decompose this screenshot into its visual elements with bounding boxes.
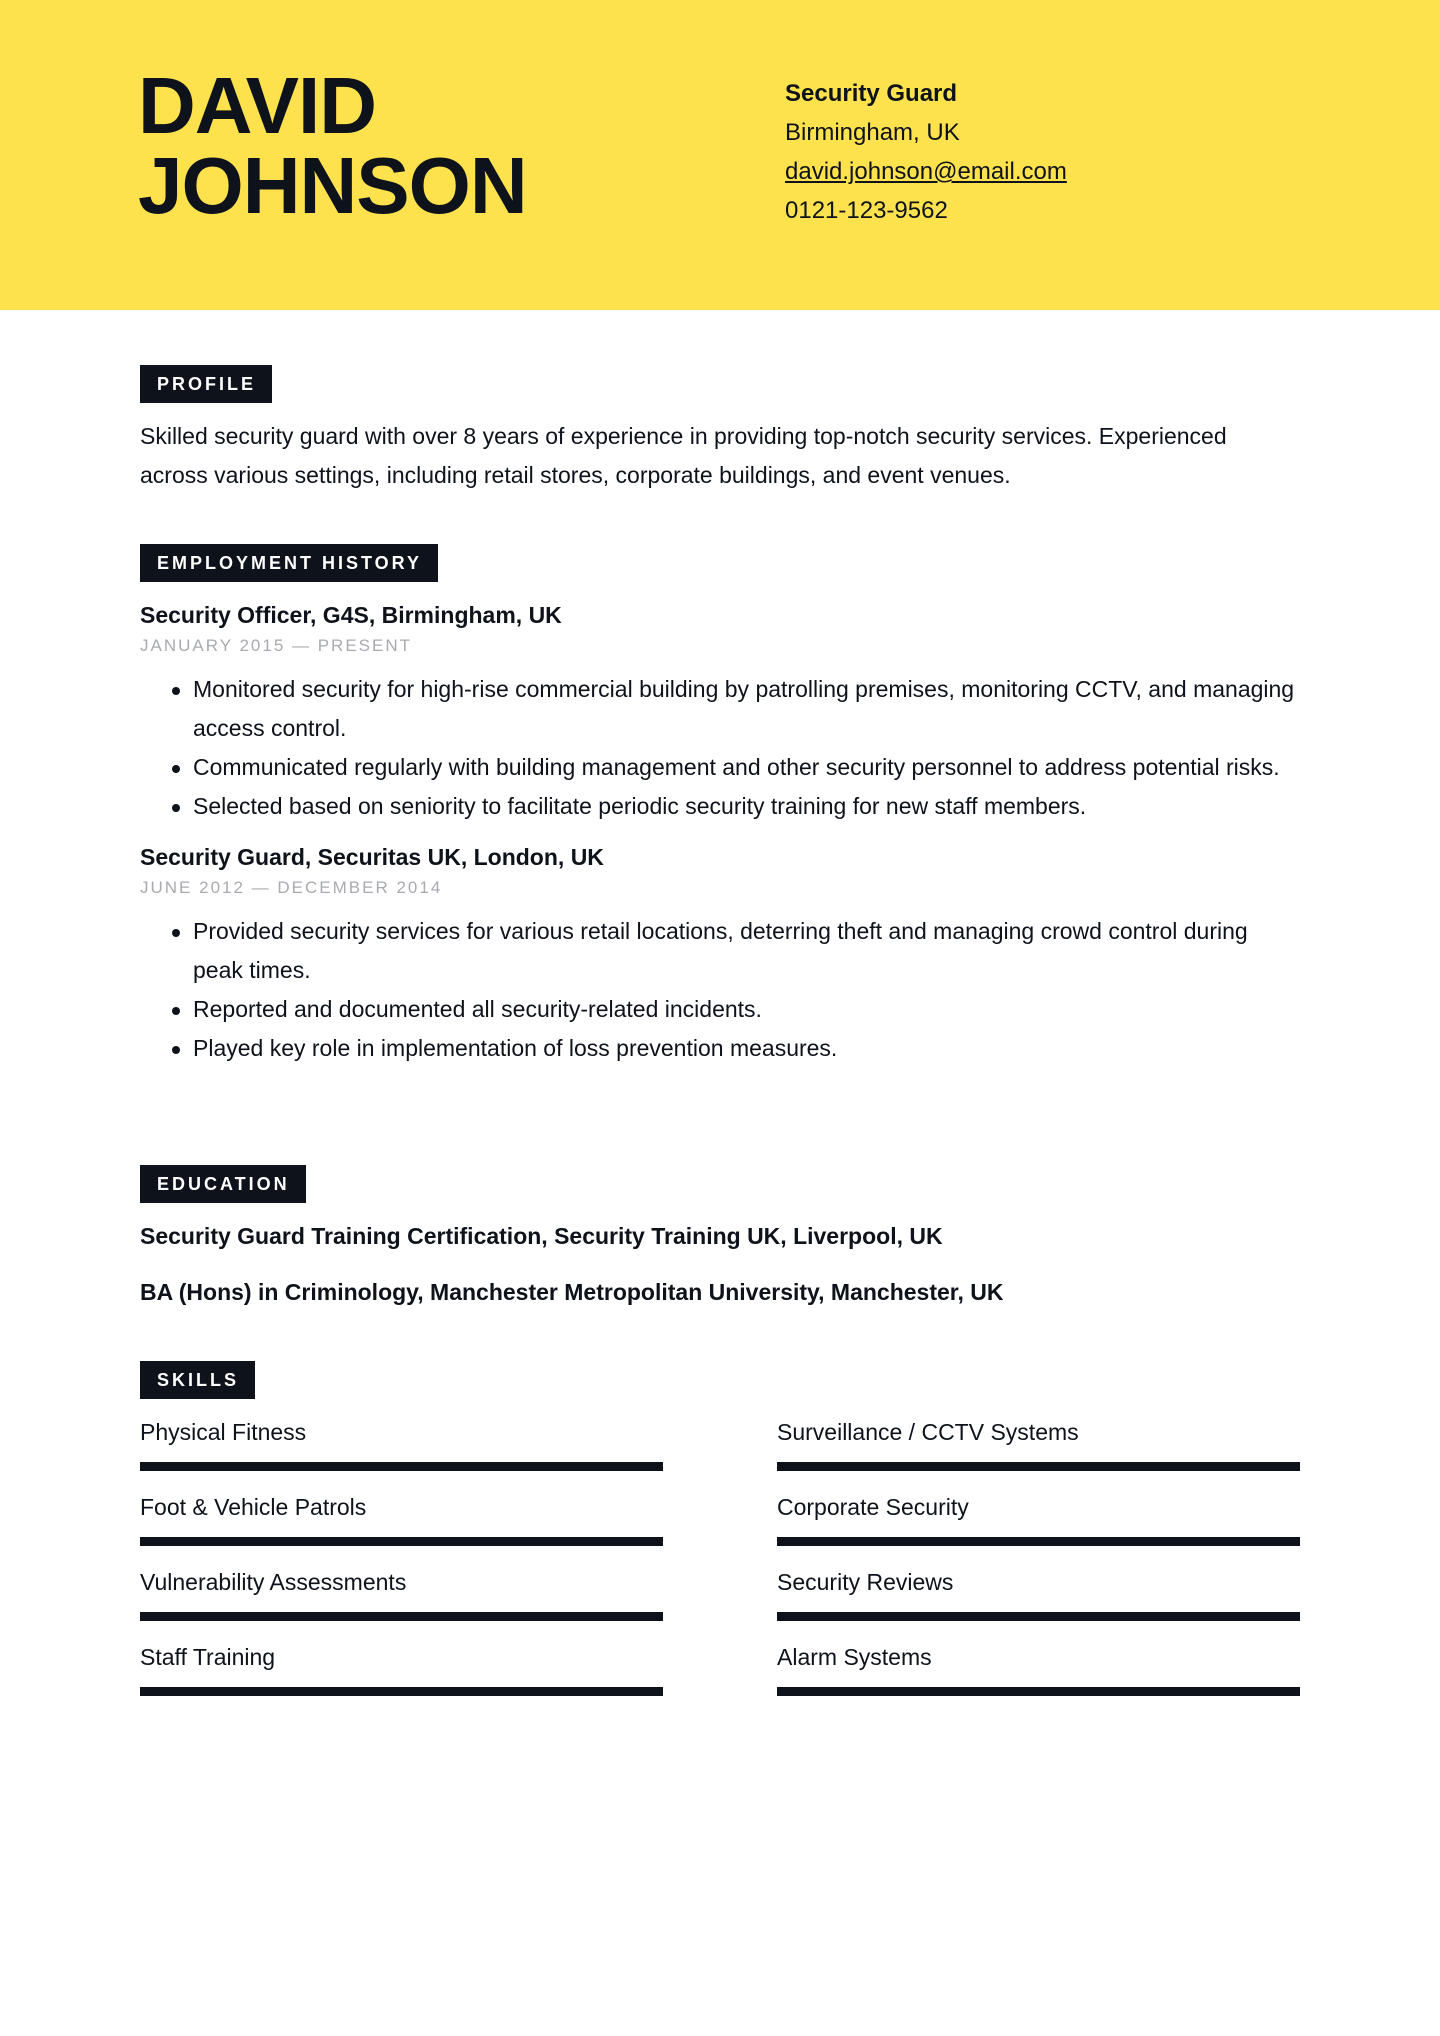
skill-item (777, 1567, 1300, 1621)
skill-name: Foot & Vehicle Patrols (140, 1494, 367, 1520)
first-name: DAVID (138, 61, 376, 150)
section-label-profile: PROFILE (140, 365, 272, 403)
skill-item (777, 1417, 1300, 1471)
profile-section (140, 365, 1300, 495)
bullet-item: Monitored security for high-rise commercial building by patrolling premises, monitoring CCTV, and managing access control. (140, 670, 1300, 748)
skill-item (777, 1492, 1300, 1546)
section-label-skills: SKILLS (140, 1361, 255, 1399)
job-entry (140, 600, 1300, 826)
skill-item (777, 1642, 1300, 1696)
education-item: BA (Hons) in Criminology, Manchester Metropolitan University, Manchester, UK (140, 1279, 1004, 1305)
candidate-name (138, 61, 527, 230)
job-entry-title: Security Guard, Securitas UK, London, UK (140, 844, 604, 870)
skill-name: Vulnerability Assessments (140, 1569, 407, 1595)
header-banner (0, 0, 1440, 310)
job-entry-title: Security Officer, G4S, Birmingham, UK (140, 602, 562, 628)
job-entry (140, 842, 1300, 1068)
contact-info (785, 74, 1067, 230)
job-bullets (140, 912, 1300, 1068)
job-title: Security Guard (785, 80, 958, 107)
skill-item (140, 1567, 663, 1621)
skill-name: Physical Fitness (140, 1419, 307, 1445)
skill-name: Security Reviews (777, 1569, 954, 1595)
bullet-item: Played key role in implementation of loss prevention measures. (140, 1029, 1300, 1068)
skill-level-bar (140, 1687, 663, 1696)
profile-text: Skilled security guard with over 8 years of experience in providing top-notch security services. Experienced across various settings, including retail stores, corporate buildings, and event venues. (140, 423, 1227, 488)
bullet-item: Provided security services for various retail locations, deterring theft and managing crowd control during peak times. (140, 912, 1300, 990)
section-label-education: EDUCATION (140, 1165, 306, 1203)
skill-level-bar (777, 1687, 1300, 1696)
skill-item (140, 1642, 663, 1696)
skill-level-bar (140, 1612, 663, 1621)
job-entry-dates: JANUARY 2015 — PRESENT (140, 636, 413, 655)
email-link[interactable]: david.johnson@email.com (785, 158, 1067, 185)
bullet-item: Selected based on seniority to facilitate periodic security training for new staff members. (140, 787, 1300, 826)
employment-section (140, 544, 1300, 1068)
bullet-item: Communicated regularly with building management and other security personnel to address potential risks. (140, 748, 1300, 787)
location: Birmingham, UK (785, 119, 960, 146)
job-entry-dates: JUNE 2012 — DECEMBER 2014 (140, 878, 443, 897)
education-section (140, 1165, 1300, 1307)
skill-level-bar (140, 1462, 663, 1471)
skill-name: Surveillance / CCTV Systems (777, 1419, 1079, 1445)
education-item: Security Guard Training Certification, Security Training UK, Liverpool, UK (140, 1223, 943, 1249)
phone: 0121-123-9562 (785, 197, 948, 224)
skill-item (140, 1417, 663, 1471)
skill-name: Corporate Security (777, 1494, 969, 1520)
skill-name: Staff Training (140, 1644, 276, 1670)
bullet-item: Reported and documented all security-related incidents. (140, 990, 1300, 1029)
skill-level-bar (140, 1537, 663, 1546)
skill-level-bar (777, 1462, 1300, 1471)
section-label-employment: EMPLOYMENT HISTORY (140, 544, 438, 582)
last-name: JOHNSON (138, 141, 527, 230)
skill-level-bar (777, 1612, 1300, 1621)
skills-section (140, 1361, 1300, 1670)
skill-name: Alarm Systems (777, 1644, 932, 1670)
job-bullets (140, 670, 1300, 826)
skill-level-bar (777, 1537, 1300, 1546)
skill-item (140, 1492, 663, 1546)
